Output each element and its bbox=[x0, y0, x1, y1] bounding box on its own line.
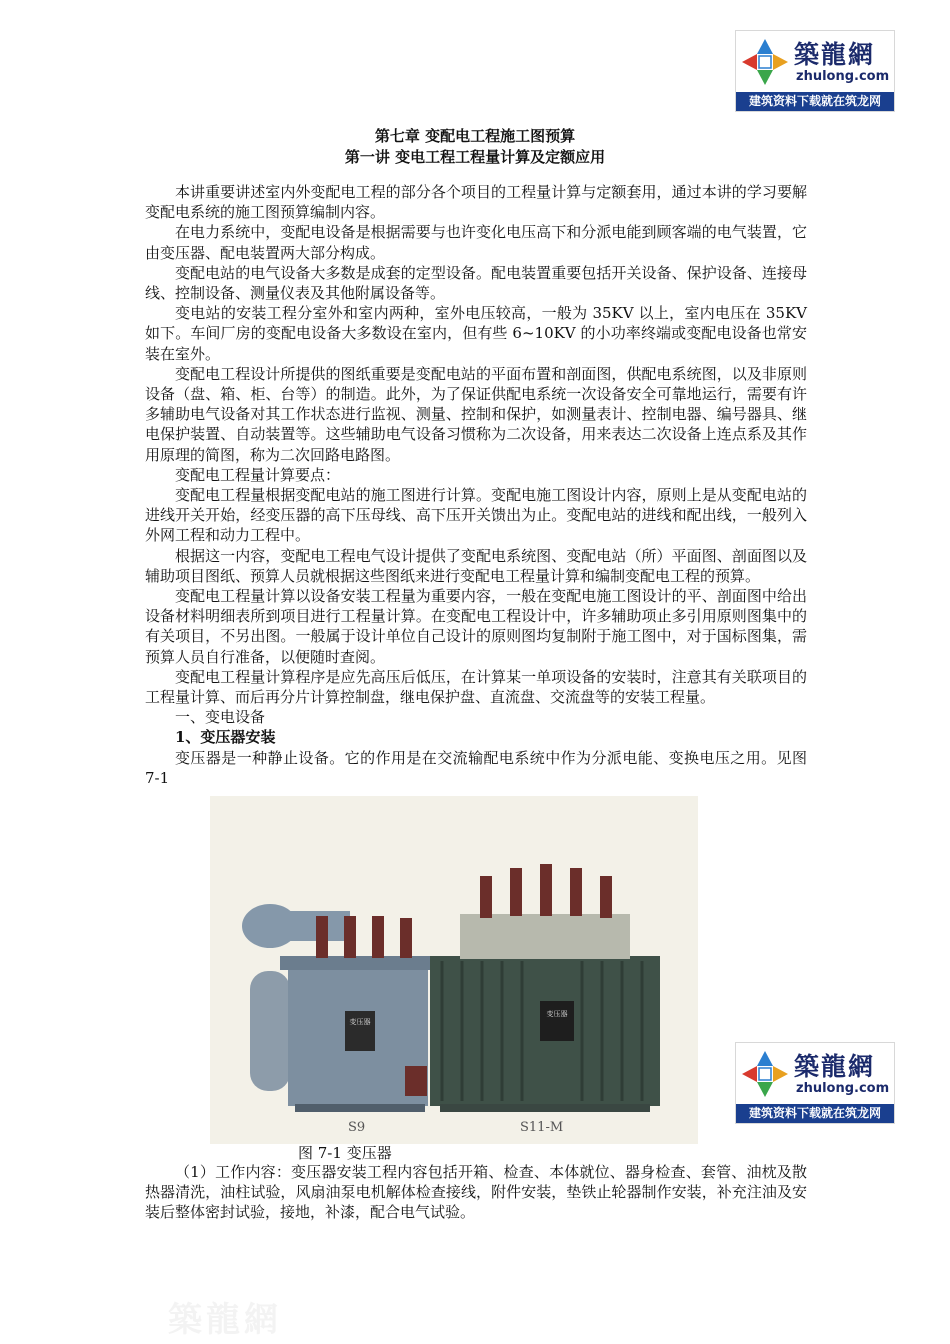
paragraph: 变配电工程量计算以设备安装工程量为重要内容，一般在变配电施工图设计的平、剖面图中给出设备材料明细表所到项目进行工程量计算。在变配电工程设计中，许多辅助项止多引用原则图集中的有关项目，不另出图。一般属于设计单位自己设计的原则图均复制附于施工图中，对于国标图集，需预算人员自行准备，以便随时查阅。 bbox=[145, 587, 807, 666]
chapter-title: 第七章 变配电工程施工图预算 bbox=[374, 127, 576, 145]
watermark: 築龍網 bbox=[168, 1300, 282, 1340]
label-s9: S9 bbox=[348, 1120, 366, 1135]
paragraph: 变配电工程量计算要点： bbox=[175, 465, 341, 484]
transformer-s9 bbox=[242, 904, 436, 1112]
zhulong-logo bbox=[735, 30, 895, 112]
label-s11m: S11-M bbox=[520, 1120, 564, 1135]
work-content-text bbox=[145, 1162, 807, 1223]
logo-chinese-name: 築龍網 bbox=[794, 1052, 876, 1081]
section-heading: 一、变电设备 bbox=[175, 708, 266, 727]
nameplate-right: 变压器 bbox=[546, 1010, 568, 1018]
subsection-heading: 1、变压器安装 bbox=[175, 728, 276, 747]
paragraph: 变配电工程量根据变配电站的施工图进行计算。变配电施工图设计内容，原则上是从变配电站的进线开关开始，经变压器的高下压母线、高下压开关馈出为止。变配电站的进线和配出线，一般列入外网工程和动力工程中。 bbox=[145, 486, 807, 545]
logo-slogan: 建筑资料下载就在筑龙网 bbox=[736, 1104, 894, 1123]
paragraph: 在电力系统中，变配电设备是根据需要与也许变化电压高下和分派电能到顾客端的电气装置，它由变压器、配电装置两大部分构成。 bbox=[145, 223, 807, 262]
zhulong-logo bbox=[735, 1042, 895, 1124]
paragraph: 变配电工程设计所提供的图纸重要是变配电站的平面布置和剖面图，供配电系统图，以及非原则设备（盘、箱、柜、台等）的制造。此外，为了保证供配电系统一次设备安全可靠地运行，需要有许多辅助电气设备对其工作状态进行监视、测量、控制和保护，如测量表计、控制电器、编号器具、继电保护装置、自动装置等。这些辅助电气设备习惯称为二次设备，用来表达二次设备上连点系及其作用原理的简图，称为二次回路电路图。 bbox=[145, 364, 807, 464]
transformer-illustration bbox=[210, 796, 698, 1144]
paragraph: （1）工作内容：变压器安装工程内容包括开箱、检查、本体就位、器身检查、套管、油枕及散热器清洗，油柱试验，风扇油泵电机解体检查接线，附件安装，垫铁止轮器制作安装，补充注油及安装后整体密封试验，接地，补漆，配合电气试验。 bbox=[145, 1163, 807, 1222]
paragraph: 变电站的安装工程分室外和室内两种，室外电压较高，一般为 35KV 以上，室内电压在 35KV 如下。车间厂房的变配电设备大多数设在室内，但有些 6~10KV 的小功率终端或变配电设备也常安装在室外。 bbox=[145, 304, 807, 363]
transformer-figure bbox=[210, 796, 698, 1144]
logo-chinese-name: 築龍網 bbox=[794, 40, 876, 69]
lecture-title: 第一讲 变电工程工程量计算及定额应用 bbox=[344, 148, 606, 166]
paragraph: 根据这一内容，变配电工程电气设计提供了变配电系统图、变配电站（所）平面图、剖面图以及辅助项目图纸、预算人员就根据这些图纸来进行变配电工程量计算和编制变配电工程的预算。 bbox=[145, 546, 807, 585]
logo-domain: zhulong.com bbox=[796, 1081, 890, 1096]
logo-slogan: 建筑资料下载就在筑龙网 bbox=[736, 92, 894, 111]
paragraph: 变配电站的电气设备大多数是成套的定型设备。配电装置重要包括开关设备、保护设备、连接母线、控制设备、测量仪表及其他附属设备等。 bbox=[145, 263, 807, 303]
figure-caption: 图 7-1 变压器 bbox=[298, 1144, 392, 1162]
logo-domain: zhulong.com bbox=[796, 69, 890, 84]
transformer-s11m bbox=[430, 864, 660, 1112]
nameplate-left: 变压器 bbox=[349, 1018, 371, 1026]
zhulong-logo-icon bbox=[740, 1049, 790, 1099]
paragraph: 本讲重要讲述室内外变配电工程的部分各个项目的工程量计算与定额套用，通过本讲的学习要解变配电系统的施工图预算编制内容。 bbox=[145, 183, 807, 222]
zhulong-logo-icon bbox=[740, 37, 790, 87]
paragraph: 变配电工程量计算程序是应先高压后低压，在计算某一单项设备的安装时，注意其有关联项目的工程量计算、而后再分片计算控制盘，继电保护盘、直流盘、交流盘等的安装工程量。 bbox=[145, 667, 807, 707]
paragraph: 变压器是一种静止设备。它的作用是在交流输配电系统中作为分派电能、变换电压之用。见图 7-1 bbox=[145, 748, 807, 787]
main-text bbox=[145, 182, 807, 788]
